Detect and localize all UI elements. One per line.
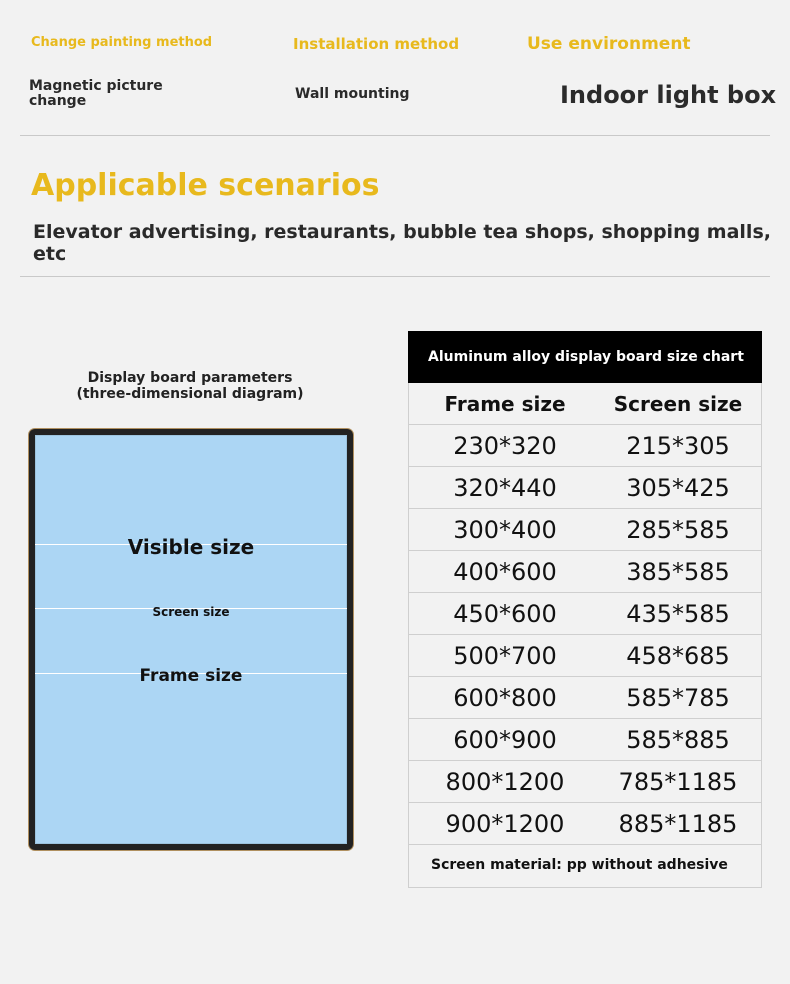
size-chart-footer: Screen material: pp without adhesive: [431, 857, 728, 873]
frame-size-cell: 450*600: [453, 599, 557, 628]
frame-size-cell: 300*400: [453, 515, 557, 544]
table-header-row: [409, 383, 761, 425]
frame-size-cell: 600*900: [453, 725, 557, 754]
scenarios-title: Applicable scenarios: [31, 168, 380, 203]
visible-size-label: Visible size: [127, 535, 255, 559]
spec-value-painting-method: Magnetic picture change: [29, 78, 163, 109]
table-row: [409, 467, 761, 509]
screen-size-cell: 885*1185: [618, 809, 738, 838]
table-row: [409, 677, 761, 719]
table-row: [409, 425, 761, 467]
spec-label-installation-method: Installation method: [293, 35, 460, 53]
scenarios-text: Elevator advertising, restaurants, bubble tea shops, shopping malls, etc: [33, 221, 771, 265]
screen-size-cell: 785*1185: [618, 767, 738, 796]
table-row: [409, 551, 761, 593]
frame-size-cell: 320*440: [453, 473, 557, 502]
column-header-frame-size: Frame size: [444, 391, 566, 416]
frame-size-cell: 800*1200: [445, 767, 565, 796]
display-board-diagram: [29, 429, 353, 850]
frame-size-cell: 230*320: [453, 431, 557, 460]
table-row: [409, 635, 761, 677]
spec-label-use-environment: Use environment: [527, 34, 691, 54]
diagram-caption-line1: Display board parameters: [87, 370, 293, 386]
divider-top: [20, 135, 770, 136]
screen-size-cell: 585*885: [626, 725, 730, 754]
column-header-screen-size: Screen size: [613, 391, 743, 416]
screen-size-cell: 305*425: [626, 473, 730, 502]
screen-size-cell: 215*305: [626, 431, 730, 460]
table-row: [409, 719, 761, 761]
frame-size-cell: 500*700: [453, 641, 557, 670]
divider-middle: [20, 276, 770, 277]
screen-size-cell: 385*585: [626, 557, 730, 586]
table-row: [409, 803, 761, 845]
screen-size-cell: 285*585: [626, 515, 730, 544]
spec-value-installation-method: Wall mounting: [295, 86, 410, 102]
frame-size-cell: 900*1200: [445, 809, 565, 838]
screen-size-label: Screen size: [152, 605, 230, 619]
table-row: [409, 761, 761, 803]
screen-size-cell: 435*585: [626, 599, 730, 628]
diagram-caption-line2: (three-dimensional diagram): [76, 386, 304, 402]
table-row: [409, 593, 761, 635]
spec-value-use-environment: Indoor light box: [560, 81, 777, 109]
size-chart-table: [408, 331, 762, 888]
frame-size-label: Frame size: [139, 666, 243, 686]
spec-label-painting-method: Change painting method: [31, 35, 213, 50]
screen-size-cell: 585*785: [626, 683, 730, 712]
diagram-caption: [55, 370, 325, 402]
table-row: [409, 509, 761, 551]
display-board-panel: [35, 435, 347, 844]
screen-size-cell: 458*685: [626, 641, 730, 670]
frame-size-cell: 400*600: [453, 557, 557, 586]
size-chart-title: Aluminum alloy display board size chart: [408, 331, 762, 383]
frame-size-cell: 600*800: [453, 683, 557, 712]
